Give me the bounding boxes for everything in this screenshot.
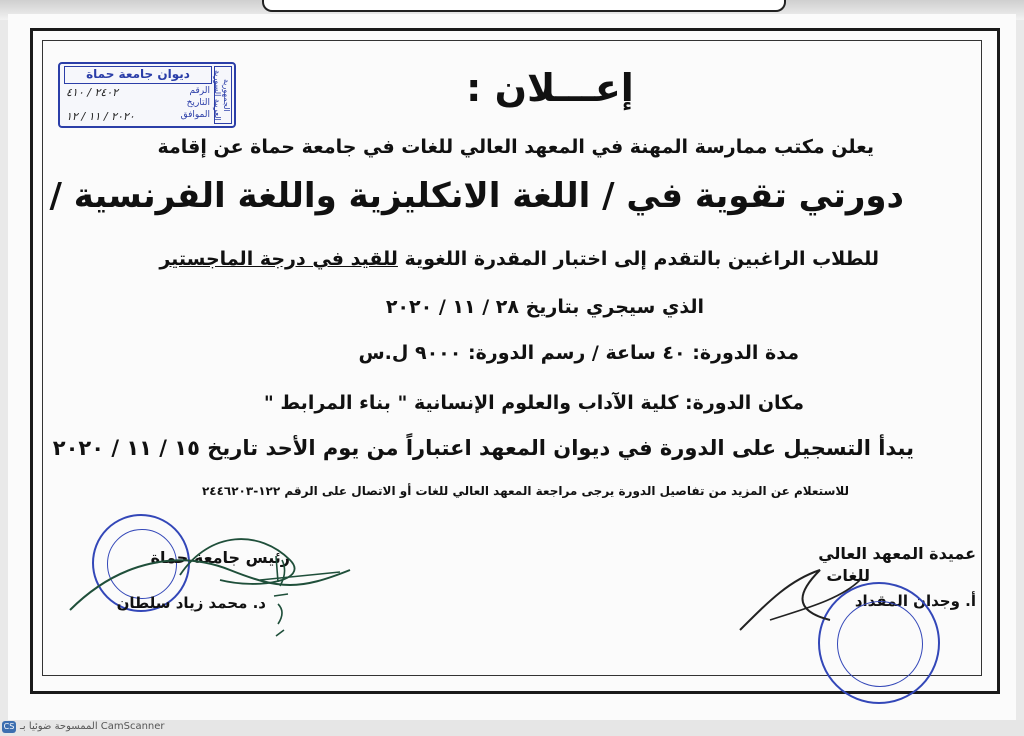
stamp-side-label: الجمهورية العربية السورية [214,66,232,124]
handwritten-date-note [268,552,298,638]
location-line: مكان الدورة: كلية الآداب والعلوم الإنسانية " بناء المرابط " [263,392,804,414]
stamp-corresponding-value: ٢٠٢٠ / ١١ / ١٢ [66,110,135,123]
stamp-number-value: ٢٤٠٢ / ٤١٠ [66,86,119,99]
registration-line: يبدأ التسجيل على الدورة في ديوان المعهد اعتباراً من يوم الأحد تاريخ ١٥ / ١١ / ٢٠٢٠ [52,436,914,460]
president-title: رئيس جامعة حماة [150,548,290,567]
target-students-text: للطلاب الراغبين بالتقدم إلى اختبار المقدرة اللغوية [397,248,879,270]
stamp-date-label: التاريخ [186,98,210,108]
dean-title-line1: عميدة المعهد العالي [818,544,976,563]
stamp-number-label: الرقم [189,86,210,96]
duration-fee-line: مدة الدورة: ٤٠ ساعة / رسم الدورة: ٩٠٠٠ ل.س [358,342,799,364]
target-students-line [140,248,879,270]
inquiry-line: للاستعلام عن المزيد من تفاصيل الدورة يرجى مراجعة المعهد العالي للغات أو الاتصال على الرقم ١٢٢-٢٤٤٦٢٠٣ [201,484,849,498]
paper-top-tab [262,0,786,12]
president-signature [60,520,360,630]
stamp-corresponding-label: الموافق [180,110,210,120]
course-heading: دورتي تقوية في / اللغة الانكليزية واللغة الفرنسية / [49,176,904,216]
announcement-title: إعـــلان : [466,66,634,110]
dean-signature [730,560,870,640]
dean-name: أ. وجدان المقداد [854,592,976,610]
president-name: د. محمد زياد سلطان [116,594,266,612]
masters-underlined-text: للقيد في درجة الماجستير [159,248,398,270]
exam-date-line: الذي سيجري بتاريخ ٢٨ / ١١ / ٢٠٢٠ [385,296,704,318]
intro-line: يعلن مكتب ممارسة المهنة في المعهد العالي للغات في جامعة حماة عن إقامة [157,136,874,158]
scan-footer [0,720,1024,736]
dean-title-line2: للغات [826,566,870,585]
camscanner-logo: CS [3,722,15,731]
camscanner-watermark: الممسوحة ضوئيا بـ CamScanner [20,721,165,732]
stamp-title: ديوان جامعة حماة [64,66,212,84]
stamp-row-corresponding [66,110,210,123]
registry-stamp [58,62,236,128]
